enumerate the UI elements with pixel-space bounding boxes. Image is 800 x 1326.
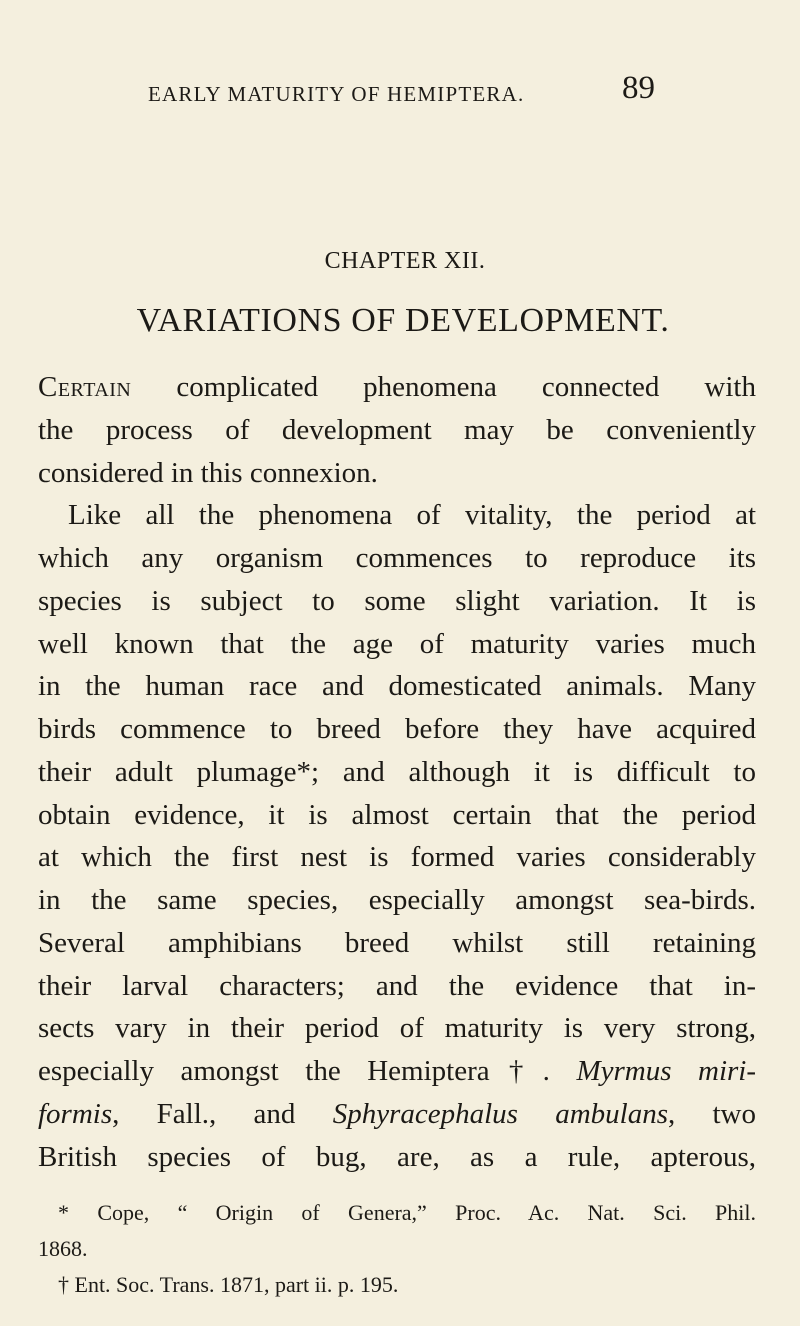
page-number: 89: [622, 70, 655, 106]
footnotes: [38, 1195, 756, 1303]
body-line: especially amongst the Hemiptera†. Myrmus miri-: [38, 1055, 757, 1087]
footnote-line: 1868.: [38, 1236, 88, 1261]
body-line: considered in this connexion.: [38, 456, 378, 489]
species-name: formis: [38, 1097, 113, 1130]
body-line: British species of bug, are, as a rule, apterous,: [38, 1140, 756, 1173]
body-line: Like all the phenomena of vitality, the period at: [68, 499, 756, 532]
body-line: in the human race and domesticated animals. Many: [38, 670, 756, 703]
running-head: [0, 70, 800, 110]
body-line: formis, Fall., and Sphyracephalus ambulans, two: [38, 1097, 756, 1130]
body-line: Certain complicated phenomena connected with: [38, 371, 756, 403]
body-line: well known that the age of maturity varies much: [38, 627, 756, 660]
chapter-title: VARIATIONS OF DEVELOPMENT.: [136, 302, 670, 339]
chapter-label: CHAPTER XII.: [324, 248, 486, 274]
body-line: at which the first nest is formed varies considerably: [38, 841, 756, 874]
body-line: species is subject to some slight variation. It is: [38, 584, 756, 617]
species-name: Myrmus miri-: [576, 1055, 757, 1087]
body-line: sects vary in their period of maturity is very strong,: [38, 1012, 756, 1045]
body-line: in the same species, especially amongst sea-birds.: [38, 884, 756, 916]
species-name: Sphyracephalus ambulans: [332, 1097, 668, 1130]
body-line: obtain evidence, it is almost certain that the period: [38, 798, 756, 831]
body-line: birds commence to breed before they have acquired: [38, 713, 756, 745]
body-text: [38, 366, 756, 1178]
running-title: EARLY MATURITY OF HEMIPTERA.: [148, 82, 525, 106]
footnote-line: * Cope, “ Origin of Genera,” Proc. Ac. Nat. Sci. Phil.: [58, 1200, 756, 1225]
body-line: Several amphibians breed whilst still retaining: [38, 926, 756, 959]
body-line: the process of development may be conveniently: [38, 413, 756, 446]
body-line: their adult plumage*; and although it is difficult to: [38, 755, 756, 788]
body-line: their larval characters; and the evidence that in-: [38, 969, 756, 1002]
lead-small-caps: Certain: [38, 371, 132, 403]
body-line: which any organism commences to reproduce its: [38, 542, 756, 574]
footnote-line: † Ent. Soc. Trans. 1871, part ii. p. 195.: [58, 1272, 399, 1297]
